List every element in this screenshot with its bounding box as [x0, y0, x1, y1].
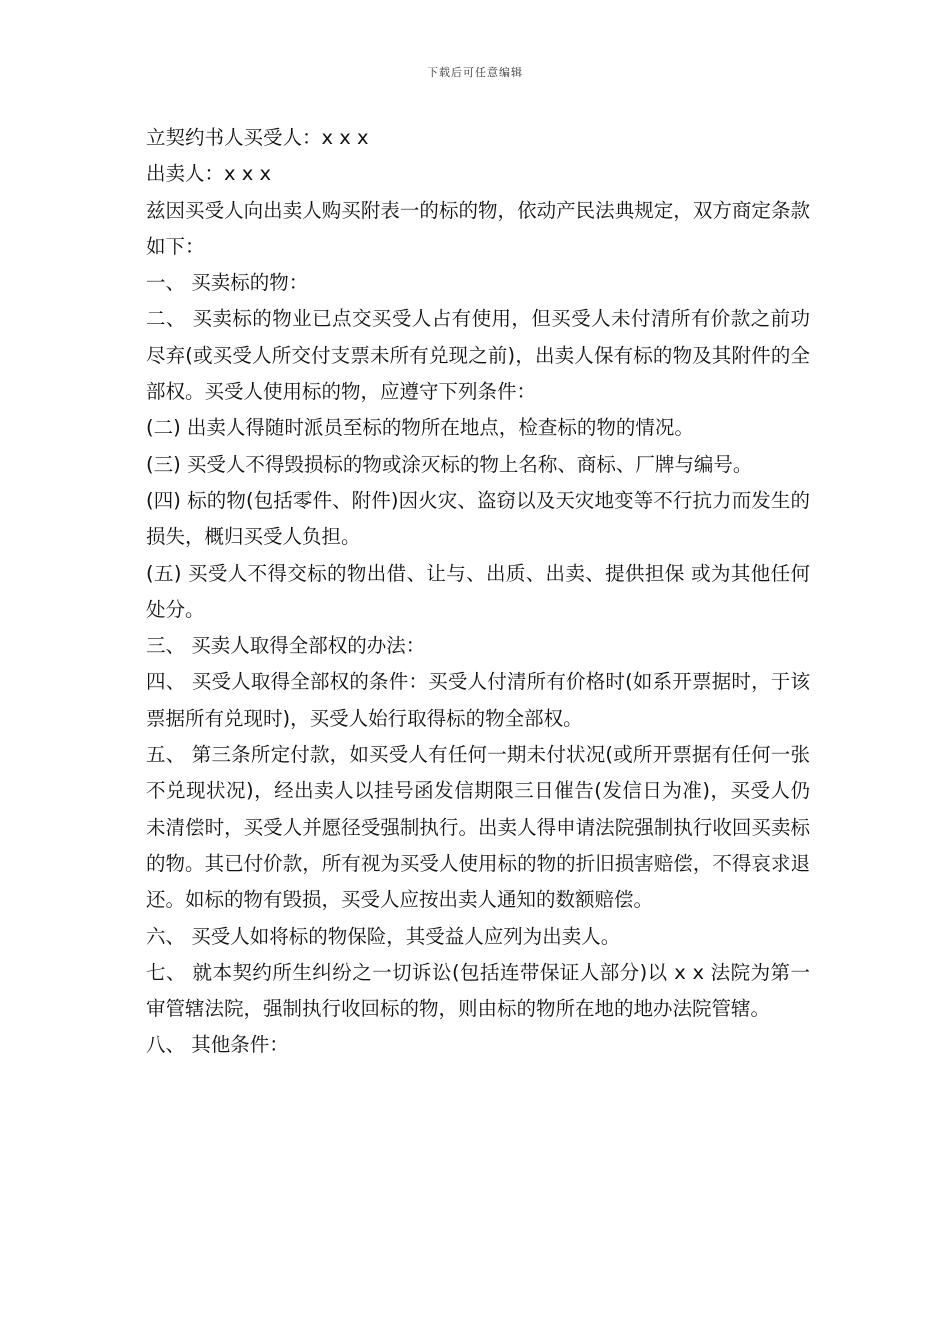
paragraph-clause-6: 六、 买受人如将标的物保险，其受益人应列为出卖人。 [146, 924, 621, 948]
paragraph-clause-8: 八、 其他条件： [146, 1033, 289, 1057]
paragraph-buyer: 立契约书人买受人：x x x [146, 126, 369, 149]
header-note: 下载后可任意编辑 [427, 66, 523, 79]
document-body [146, 120, 810, 1064]
paragraph-seller: 出卖人：x x x [146, 162, 272, 186]
paragraph-subclause-5: (五) 买受人不得交标的物出借、让与、出质、出卖、提供担保 或为其他任何处分。 [146, 561, 810, 621]
paragraph-clause-2: 二、 买卖标的物业已点交买受人占有使用，但买受人未付清所有价款之前功尽弃(或买受人所交付支票未所有兑现之前)，出卖人保有标的物及其附件的全部权。买受人使用标的物，应遵守下列条件： [146, 307, 810, 404]
paragraph-subclause-3: (三) 买受人不得毁损标的物或涂灭标的物上名称、商标、厂牌与编号。 [146, 452, 753, 476]
paragraph-subclause-2: (二) 出卖人得随时派员至标的物所在地点，检查标的物的情况。 [146, 416, 694, 440]
paragraph-clause-3: 三、 买卖人取得全部权的办法： [146, 634, 426, 658]
paragraph-clause-1: 一、 买卖标的物： [146, 271, 309, 295]
paragraph-clause-4: 四、 买受人取得全部权的条件：买受人付清所有价格时(如系开票据时，于该票据所有兑现时)，买受人始行取得标的物全部权。 [146, 670, 810, 730]
paragraph-subclause-4: (四) 标的物(包括零件、附件)因火灾、盗窃以及天灾地变等不行抗力而发生的损失，概归买受人负担。 [146, 488, 810, 549]
paragraph-clause-5: 五、 第三条所定付款，如买受人有任何一期未付状况(或所开票据有任何一张不兑现状况)，经出卖人以挂号函发信期限三日催告(发信日为准)，买受人仍未清偿时，买受人并愿径受强制执行。出卖人得申请法院强制执行收回买卖标的物。其已付价款，所有视为买受人使用标的物的折旧损害赔偿，不得哀求退还。如标的物有毁损，买受人应按出卖人通知的数额赔偿。 [146, 743, 810, 912]
paragraph-clause-7: 七、 就本契约所生纠纷之一切诉讼(包括连带保证人部分)以 x x 法院为第一审管辖法院，强制执行收回标的物，则由标的物所在地的地办法院管辖。 [146, 960, 810, 1021]
paragraph-preamble: 兹因买受人向出卖人购买附表一的标的物，依动产民法典规定，双方商定条款如下： [146, 198, 810, 258]
